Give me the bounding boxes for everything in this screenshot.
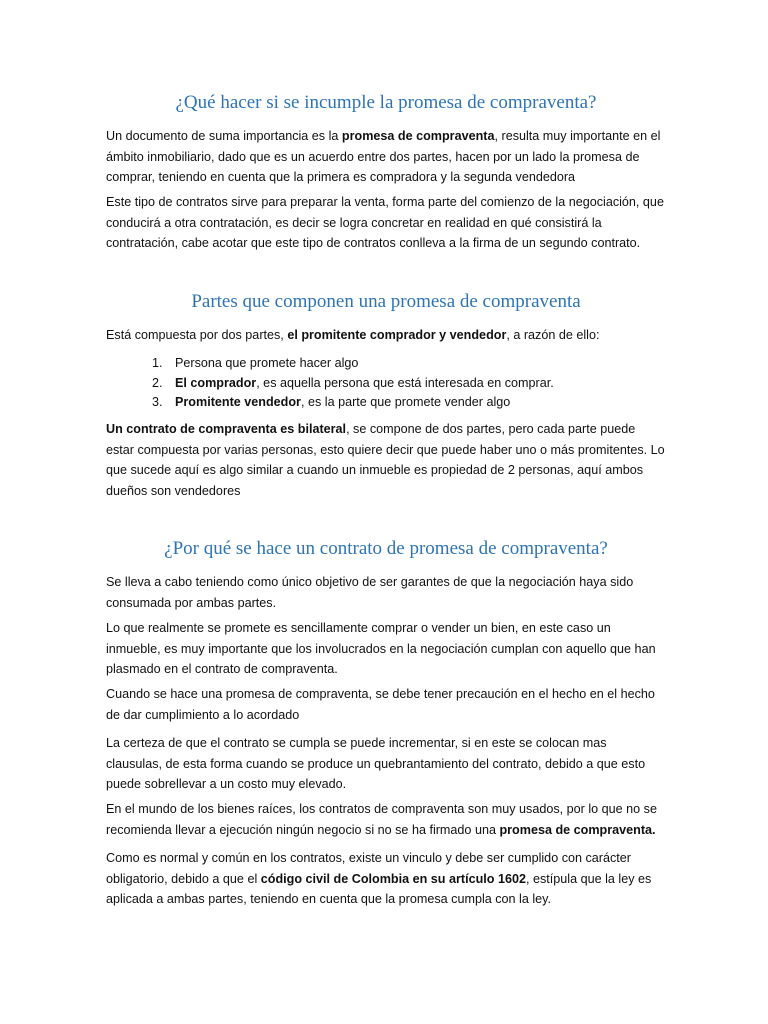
section-2-intro: Está compuesta por dos partes, el promitente comprador y vendedor, a razón de ello: [106, 328, 600, 342]
section-3-paragraph-5: En el mundo de los bienes raíces, los contratos de compraventa son muy usados, por lo que no se recomienda llevar a ejecución ningún negocio si no se ha firmado una promesa de compraventa. [106, 802, 657, 837]
section-3-paragraph-2: Lo que realmente se promete es sencillamente comprar o vender un bien, en este caso un inmueble, es muy importante que los involucrados en la negociación cumplan con aquello que han plasmado en el contrato de compraventa. [106, 621, 656, 676]
section-3-paragraph-6: Como es normal y común en los contratos, existe un vinculo y debe ser cumplido con carácter obligatorio, debido a que el código civil de Colombia en su artículo 1602, estípula que la ley es aplicada a ambas partes, teniendo en cuenta que la promesa cumpla con la ley. [106, 851, 652, 906]
section-1-paragraph-1: Un documento de suma importancia es la promesa de compraventa, resulta muy importante en el ámbito inmobiliario, dado que es un acuerdo entre dos partes, hacen por un lado la promesa de comprar, teniendo en cuenta que la primera es compradora y la segunda vendedora [106, 129, 661, 184]
section-2-paragraph-2: Un contrato de compraventa es bilateral, se compone de dos partes, pero cada parte puede estar compuesta por varias personas, esto quiere decir que puede haber uno o más promitentes. Lo que sucede aquí es algo similar a cuando un inmueble es propiedad de 2 personas, aquí ambos dueños son vendedores [106, 422, 665, 498]
parties-list [106, 354, 666, 413]
section-3-paragraph-3: Cuando se hace una promesa de compraventa, se debe tener precaución en el hecho en el hecho de dar cumplimiento a lo acordado [106, 687, 655, 722]
section-2-heading: Partes que componen una promesa de compraventa [191, 291, 581, 312]
section-3-heading: ¿Por qué se hace un contrato de promesa de compraventa? [164, 538, 608, 559]
list-item: 1. Persona que promete hacer algo [152, 356, 359, 370]
section-1-paragraph-2: Este tipo de contratos sirve para preparar la venta, forma parte del comienzo de la negociación, que conducirá a otra contratación, es decir se logra concretar en realidad en qué consistirá la contratación, cabe acotar que este tipo de contratos conlleva a la firma de un segundo contrato. [106, 195, 664, 250]
section-3-paragraph-1: Se lleva a cabo teniendo como único objetivo de ser garantes de que la negociación haya sido consumada por ambas partes. [106, 575, 634, 610]
section-3-paragraph-4: La certeza de que el contrato se cumpla se puede incrementar, si en este se colocan mas clausulas, de esta forma cuando se produce un quebrantamiento del contrato, debido a que esto puede sobrellevar a un costo muy elevado. [106, 736, 646, 791]
list-item: 2. El comprador, es aquella persona que está interesada en comprar. [152, 375, 554, 390]
list-item: 3. Promitente vendedor, es la parte que promete vender algo [152, 395, 511, 409]
section-1-heading: ¿Qué hacer si se incumple la promesa de compraventa? [175, 92, 597, 113]
